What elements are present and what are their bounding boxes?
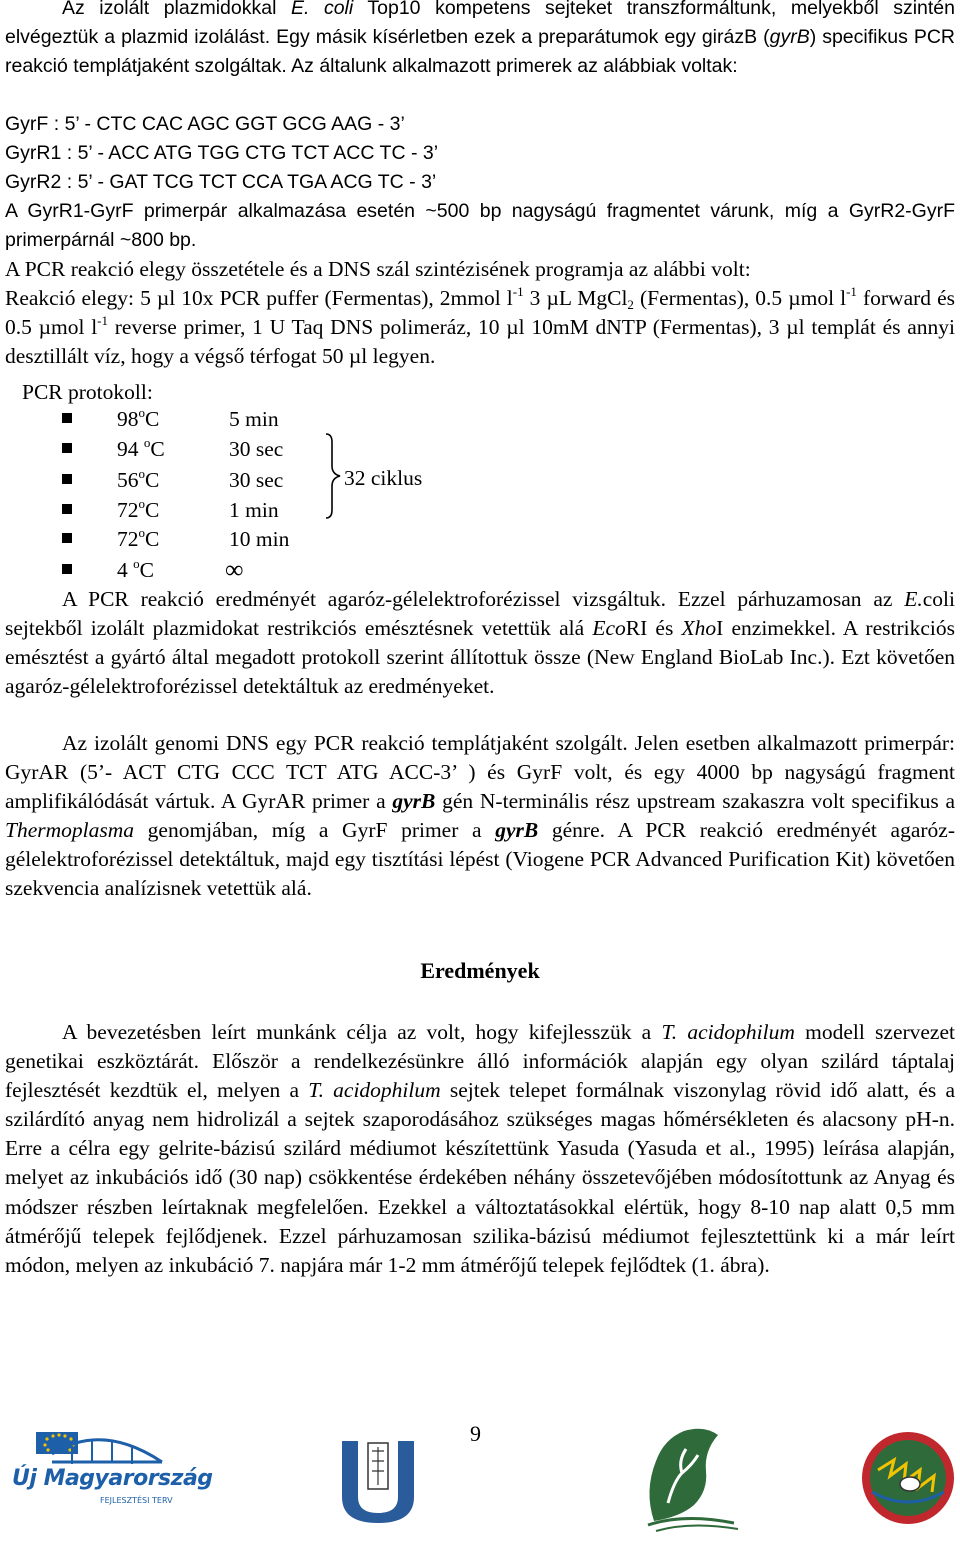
text-run: C bbox=[139, 558, 154, 582]
bullet-icon bbox=[62, 564, 72, 574]
text-run: (Fermentas), 0.5 µmol l bbox=[633, 286, 847, 311]
page-number: 9 bbox=[470, 1421, 481, 1446]
subscript: 2 bbox=[627, 297, 634, 313]
text-run: enzimekkel. A restrikciós emésztést a gyártó által megadott protokoll szerint állítottuk össze (New England BioLab Inc.). Ezt követően agaróz-gélelektroforézissel detektáltuk az eredményeket. bbox=[5, 616, 955, 699]
text-run: A PCR reakció elegy összetétele és a DNS szál szintézisének programja az alábbi volt: bbox=[5, 257, 751, 281]
text-run: genomjában, míg a GyrF primer a bbox=[134, 818, 496, 843]
step-time: 30 sec bbox=[229, 468, 284, 492]
text-run: A PCR reakció eredményét agaróz-gélelektroforézissel vizsgáltuk. Ezzel párhuzamosan az bbox=[62, 587, 905, 611]
text-run: A bevezetésben leírt munkánk célja az volt, hogy kifejlesszük a bbox=[62, 1020, 662, 1044]
primer-gyrf: GyrF : 5’ - CTC CAC AGC GGT GCG AAG - 3’ bbox=[5, 113, 405, 135]
section-heading: Eredmények bbox=[420, 958, 540, 983]
step-temperature bbox=[117, 434, 165, 464]
seal-emblem-icon bbox=[334, 1437, 422, 1525]
cycle-count: 32 ciklus bbox=[344, 466, 423, 490]
text-run: 72 bbox=[117, 527, 139, 551]
step-time: 30 sec bbox=[229, 437, 284, 461]
species-name: T. acidophilum bbox=[661, 1020, 795, 1044]
text-run: C bbox=[150, 437, 165, 461]
circular-emblem-logo bbox=[860, 1430, 956, 1526]
text-run: forward és 0.5 µmol l bbox=[5, 286, 955, 340]
restriction-paragraph bbox=[5, 585, 955, 701]
genus-name: Thermoplasma bbox=[5, 818, 135, 843]
degree-sign: o bbox=[138, 466, 145, 481]
text-run: génre. A PCR reakció eredményét agaróz-gélelektroforézissel detektáltuk, majd egy tisztítási lépést (Viogene PCR Advanced Purification Kit) követően szekvencia analízisnek vetettük alá. bbox=[5, 818, 955, 901]
gene-name: gyrB bbox=[769, 26, 810, 49]
degree-sign: o bbox=[133, 556, 140, 571]
primer-gyrr1: GyrR1 : 5’ - ACC ATG TGG CTG TCT ACC TC - 3’ bbox=[5, 142, 439, 165]
degree-sign: o bbox=[138, 525, 145, 540]
text-run: ) specifikus PCR reakció templátjaként szolgáltak. Az általunk alkalmazott primerek az alábbiak voltak: bbox=[5, 26, 956, 78]
text-run: 98 bbox=[117, 407, 139, 431]
text-run: Reakció elegy: 5 µl 10x PCR puffer (Fermentas), 2mmol l bbox=[5, 286, 513, 311]
text-run: C bbox=[145, 407, 160, 431]
step-temperature bbox=[117, 404, 159, 434]
degree-sign: o bbox=[138, 496, 145, 511]
text-run: 4 bbox=[117, 558, 134, 582]
text-run: 72 bbox=[117, 498, 139, 522]
text-run: A GyrR1-GyrF primerpár alkalmazása esetén ~500 bp nagyságú fragmentet várunk, míg a GyrR2-GyrF primerpárnál ~800 bp. bbox=[5, 200, 955, 252]
enzyme-name: Xho bbox=[681, 616, 717, 641]
text-run: 94 bbox=[117, 437, 144, 461]
uj-magyarorszag-logo bbox=[12, 1432, 213, 1530]
text-run: 56 bbox=[117, 468, 139, 492]
results-paragraph bbox=[5, 1018, 955, 1280]
step-temperature bbox=[117, 555, 154, 585]
step-temperature bbox=[117, 524, 159, 554]
intro-paragraph bbox=[5, 0, 955, 81]
superscript: -1 bbox=[846, 284, 857, 300]
text-run: C bbox=[145, 527, 160, 551]
text-run: sejtekből izolált plazmidokat restrikciós emésztésnek vetettük alá bbox=[5, 616, 593, 641]
protocol-title: PCR protokoll: bbox=[22, 380, 153, 404]
bullet-icon bbox=[62, 504, 72, 514]
species-name: E. coli bbox=[290, 0, 354, 19]
species-name: coli bbox=[922, 587, 955, 611]
text-run: 3 µL MgCl bbox=[523, 286, 628, 311]
enzyme-name: Eco bbox=[592, 616, 626, 641]
text-run: modell szervezet genetikai eszköztárát. Először a rendelkezésünkre álló információk alapján egy olyan szilárd táptalaj fejlesztését kezdtük el, melyen a bbox=[5, 1020, 955, 1103]
infinity-symbol: ∞ bbox=[225, 555, 244, 584]
genomic-dna-paragraph bbox=[5, 729, 955, 904]
gene-name: gyrB bbox=[495, 818, 539, 843]
text-run: Az izolált genomi DNS egy PCR reakció templátjaként szolgált. Jelen esetben alkalmazott primerpár: GyrAR (5’- ACT CTG CCC TCT ATG ACC-3’ ) és GyrF volt, és egy 4000 bp nagyságú fragment amplifikálódását vártuk. A GyrAR primer a bbox=[5, 731, 955, 814]
degree-sign: o bbox=[138, 405, 145, 420]
text-run: és bbox=[647, 616, 682, 641]
species-name: E. bbox=[904, 587, 923, 611]
superscript: -1 bbox=[97, 313, 109, 329]
primer-pair-paragraph bbox=[5, 197, 955, 255]
step-temperature bbox=[117, 495, 159, 525]
step-time: 5 min bbox=[229, 407, 279, 431]
university-seal-logo bbox=[334, 1437, 422, 1525]
primer-list bbox=[5, 110, 955, 197]
reaction-mix-paragraph bbox=[5, 255, 955, 371]
bullet-icon bbox=[62, 443, 72, 453]
text-run: reverse primer, 1 U Taq DNS polimeráz, 10 µl 10mM dNTP (Fermentas), 3 µl templát és annyi desztillált víz, hogy a végső térfogat 50 µl legyen. bbox=[5, 315, 955, 369]
text-run: sejtek telepet formálnak viszonylag rövid idő alatt, és a szilárdító anyag nem hidrolizál a sejtek szaporodásához szükséges magas hőmérsékleten és alacsony pH-n. Erre a célra egy gelrite-bázisú szilárd médiumot készítettünk Yasuda (Yasuda et al., 1995) leírása alapján, melyet az inkubációs idő (30 nap) csökkentése érdekében néhány összetevőjében módosítottunk az Anyag és módszer részben leírtaknak megfelelően. Ezekkel a változtatásokkal elértük, hogy 8-10 nap alatt 0,5 mm átmérőjű telepek fejlődjenek. Ezzel párhuzamosan szilika-bázisú médiumot fejlesztettünk ki a már leírt módon, melyen az inkubáció 7. napjára már 1-2 mm átmérőjű telepek fejlődtek (1. ábra). bbox=[5, 1078, 956, 1277]
text-run: C bbox=[145, 468, 160, 492]
park-emblem-icon bbox=[634, 1421, 744, 1533]
text-run: C bbox=[145, 498, 160, 522]
text-run: Az izolált plazmidokkal bbox=[62, 0, 291, 19]
text-run: Top10 kompetens sejteket transzformáltunk, melyekből szintén elvégeztük a plazmid izolálást. Egy másik kísérletben ezek a preparátumok egy girázB ( bbox=[5, 0, 955, 49]
degree-sign: o bbox=[143, 435, 151, 450]
enzyme-name: RI bbox=[625, 616, 648, 641]
bullet-icon bbox=[62, 474, 72, 484]
step-time: 1 min bbox=[229, 498, 279, 522]
species-name: T. acidophilum bbox=[308, 1078, 441, 1103]
step-time: 10 min bbox=[229, 527, 290, 551]
bullet-icon bbox=[62, 413, 72, 423]
gene-name: gyrB bbox=[392, 789, 436, 814]
round-emblem-icon bbox=[860, 1430, 956, 1526]
national-park-logo bbox=[634, 1421, 744, 1533]
text-run: gén N-terminális rész upstream szakaszra volt specifikus a bbox=[435, 789, 955, 814]
superscript: -1 bbox=[512, 284, 524, 300]
logo-subtitle: FEJLESZTÉSI TERV bbox=[100, 1496, 173, 1505]
enzyme-name: I bbox=[716, 616, 724, 641]
step-temperature bbox=[117, 465, 159, 495]
bullet-icon bbox=[62, 533, 72, 543]
logo-wordmark: Új Magyarország bbox=[12, 1466, 213, 1491]
primer-gyrr2: GyrR2 : 5’ - GAT TCG TCT CCA TGA ACG TC - 3’ bbox=[5, 171, 437, 194]
